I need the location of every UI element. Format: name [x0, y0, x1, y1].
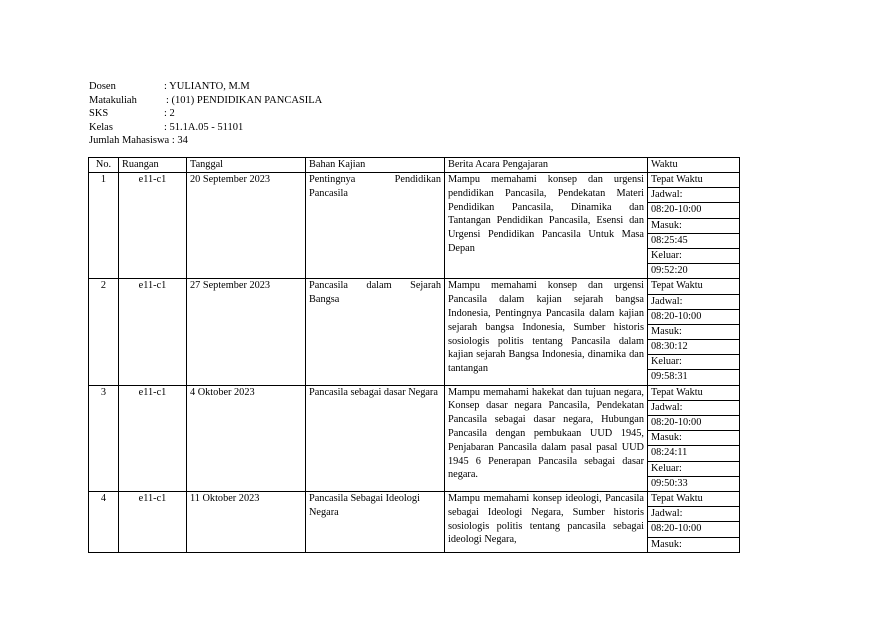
- waktu-masuk-label: Masuk:: [648, 431, 739, 446]
- table-row: [89, 491, 740, 552]
- cell-ruangan: e11-c1: [119, 385, 187, 491]
- cell-tanggal: 27 September 2023: [187, 279, 306, 385]
- table-row: [89, 279, 740, 385]
- matakuliah-value: : (101) PENDIDIKAN PANCASILA: [166, 94, 323, 106]
- kelas-label: Kelas: [89, 121, 113, 133]
- waktu-status: Tepat Waktu: [648, 386, 739, 401]
- cell-tanggal: 11 Oktober 2023: [187, 491, 306, 552]
- cell-ruangan: e11-c1: [119, 279, 187, 385]
- waktu-jadwal-value: 08:20-10:00: [648, 416, 739, 431]
- dosen-label: Dosen: [89, 81, 116, 92]
- cell-waktu: [648, 491, 740, 552]
- waktu-keluar-label: Keluar:: [648, 355, 739, 370]
- col-header-no: No.: [89, 158, 119, 173]
- cell-berita-acara: Mampu memahami konsep dan urgensi pendidikan Pancasila, Pendekatan Materi Pendidikan Pancasila, Dinamika dan Tantangan Pendidikan Pancasila, Esensi dan Urgensi Pendidikan Pancasila Untuk Masa Depan: [445, 173, 648, 279]
- sks-label: SKS: [89, 108, 109, 120]
- waktu-masuk-label: Masuk:: [648, 219, 739, 234]
- waktu-jadwal-label: Jadwal:: [648, 507, 739, 522]
- waktu-keluar-label: Keluar:: [648, 462, 739, 477]
- col-header-tanggal: Tanggal: [187, 158, 306, 173]
- cell-no: 1: [89, 173, 119, 279]
- col-header-ruangan: Ruangan: [119, 158, 187, 173]
- cell-bahan-kajian: Pancasila Sebagai Ideologi Negara: [306, 491, 445, 552]
- table-header-row: [89, 158, 740, 173]
- cell-berita-acara: Mampu memahami hakekat dan tujuan negara, Konsep dasar negara Pancasila, Pendekatan Pancasila sebagai dasar negara, Hubungan Pancasila dengan pembukaan UUD 1945, Penjabaran Pancasila dalam pasal pasal UUD 1945 6 Penerapan Pancasila sebagai dasar negara.: [445, 385, 648, 491]
- matakuliah-label: Matakuliah: [89, 94, 137, 106]
- waktu-status: Tepat Waktu: [648, 279, 739, 294]
- waktu-masuk-label: Masuk:: [648, 325, 739, 340]
- waktu-keluar-label: Keluar:: [648, 249, 739, 264]
- cell-no: 3: [89, 385, 119, 491]
- kelas-value: : 51.1A.05 - 51101: [164, 121, 244, 133]
- table-row: [89, 385, 740, 491]
- col-header-bahan-kajian: Bahan Kajian: [306, 158, 445, 173]
- waktu-jadwal-label: Jadwal:: [648, 188, 739, 203]
- sks-value: : 2: [164, 108, 175, 120]
- waktu-jadwal-label: Jadwal:: [648, 401, 739, 416]
- table-row: [89, 173, 740, 279]
- waktu-keluar-value: 09:58:31: [651, 371, 688, 383]
- cell-waktu: [648, 385, 740, 491]
- cell-bahan-kajian: Pancasila sebagai dasar Negara: [306, 385, 445, 491]
- waktu-keluar-value: 09:52:20: [651, 265, 688, 277]
- col-header-berita-acara: Berita Acara Pengajaran: [445, 158, 648, 173]
- cell-waktu: [648, 173, 740, 279]
- waktu-masuk-label: Masuk:: [651, 538, 682, 550]
- dosen-value: : YULIANTO, M.M: [164, 81, 250, 92]
- waktu-masuk-value: 08:24:11: [648, 446, 739, 461]
- teaching-log-table: [88, 157, 740, 553]
- waktu-jadwal-value: 08:20-10:00: [648, 203, 739, 218]
- col-header-waktu: Waktu: [648, 158, 740, 173]
- waktu-status: Tepat Waktu: [648, 173, 739, 188]
- cell-no: 2: [89, 279, 119, 385]
- cell-ruangan: e11-c1: [119, 491, 187, 552]
- waktu-jadwal-value: 08:20-10:00: [648, 522, 739, 537]
- cell-bahan-kajian: Pancasila dalam Sejarah Bangsa: [306, 279, 445, 385]
- cell-berita-acara: Mampu memahami konsep dan urgensi Pancasila dalam kajian sejarah bangsa Indonesia, Pentingnya Pancasila dalam kajian sejarah bangsa Indonesia, Sumber historis sosiologis politis tentang Pancasila dalam kajian sejarah Bangsa Indonesia, dinamika dan tantangan: [445, 279, 648, 385]
- waktu-jadwal-label: Jadwal:: [648, 295, 739, 310]
- cell-ruangan: e11-c1: [119, 173, 187, 279]
- cell-tanggal: 20 September 2023: [187, 173, 306, 279]
- waktu-masuk-value: 08:30:12: [648, 340, 739, 355]
- cell-no: 4: [89, 491, 119, 552]
- jumlah-mahasiswa: Jumlah Mahasiswa : 34: [89, 135, 188, 147]
- waktu-keluar-value: 09:50:33: [651, 477, 688, 489]
- cell-tanggal: 4 Oktober 2023: [187, 385, 306, 491]
- waktu-status: Tepat Waktu: [648, 492, 739, 507]
- waktu-jadwal-value: 08:20-10:00: [648, 310, 739, 325]
- cell-waktu: [648, 279, 740, 385]
- waktu-masuk-value: 08:25:45: [648, 234, 739, 249]
- cell-bahan-kajian: Pentingnya Pendidikan Pancasila: [306, 173, 445, 279]
- cell-berita-acara: Mampu memahami konsep ideologi, Pancasila sebagai Ideologi Negara, Sumber historis sosiologis politis tentang pancasila sebagai ideologi Negara,: [445, 491, 648, 552]
